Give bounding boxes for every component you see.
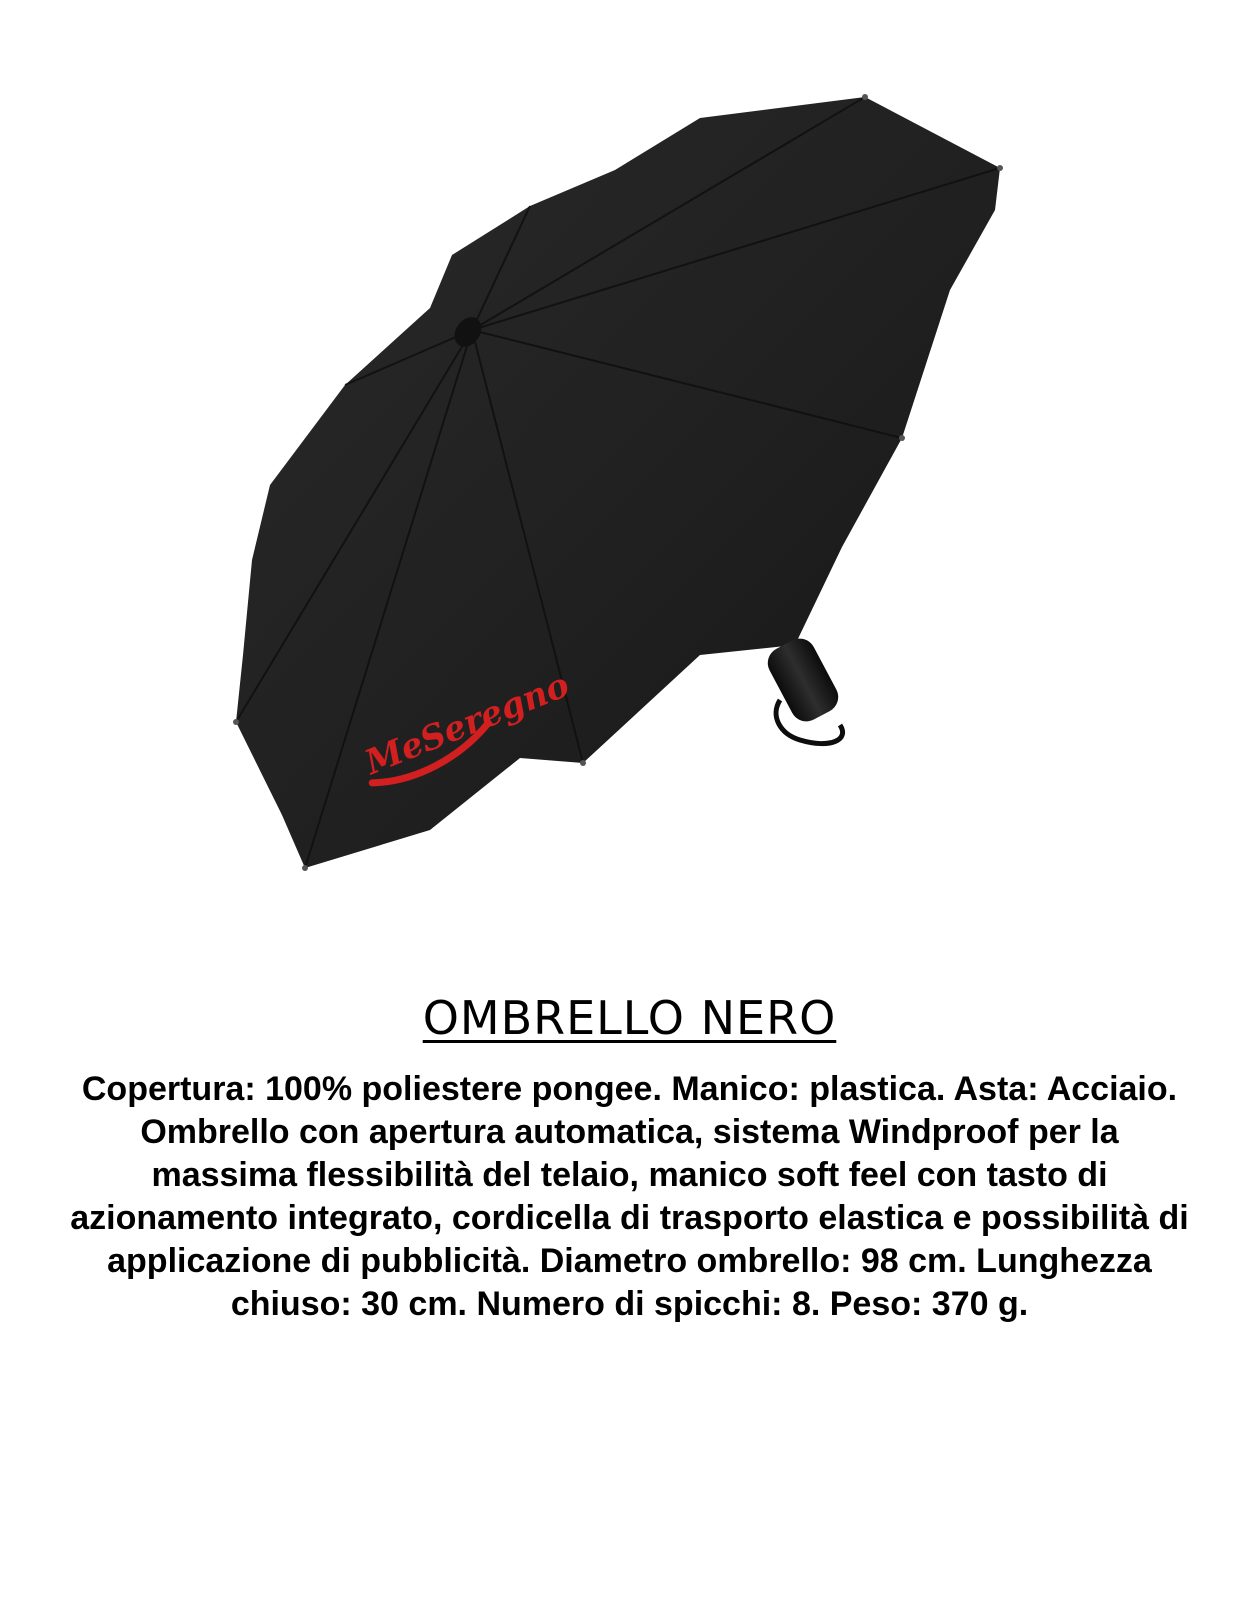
product-title <box>0 990 1259 1046</box>
umbrella-handle <box>762 633 844 744</box>
umbrella-canopy <box>233 94 1003 871</box>
svg-text:MeSeregno: MeSeregno <box>359 665 575 784</box>
product-description: Copertura: 100% poliestere pongee. Manico: plastica. Asta: Acciaio. Ombrello con apertura automatica, sistema Windproof per la massima flessibilità del telaio, manico soft feel con tasto di azionamento integrato, cordicella di trasporto elastica e possibilità di applicazione di pubblicità. Diametro ombrello: 98 cm. Lunghezza chiuso: 30 cm. Numero di spicchi: 8. Peso: 370 g. <box>70 1070 1189 1323</box>
product-title-text: OMBRELLO NERO <box>422 991 837 1045</box>
